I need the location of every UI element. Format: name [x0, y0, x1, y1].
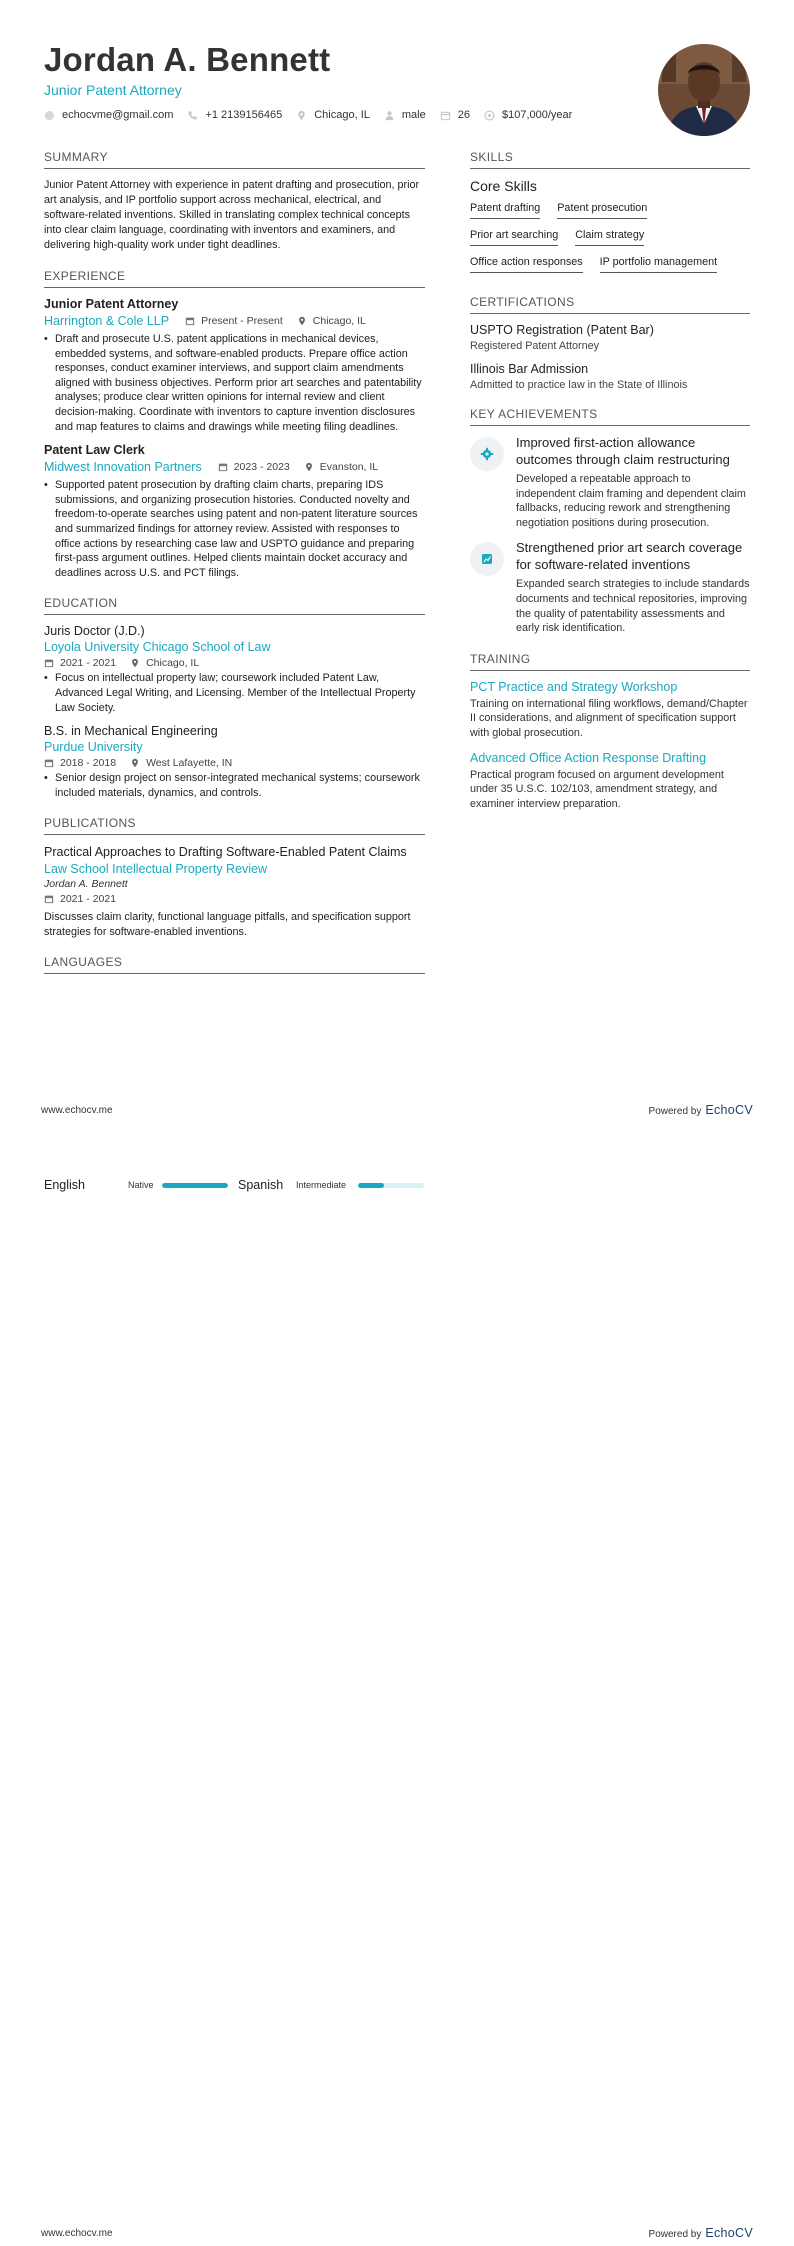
education-dates-text: 2021 - 2021	[60, 657, 117, 670]
certification-title: Illinois Bar Admission	[470, 362, 589, 376]
publication-title: Practical Approaches to Drafting Software-Enabled Patent Claims	[44, 845, 407, 860]
education-dates	[44, 757, 116, 769]
experience-heading: EXPERIENCE	[44, 269, 425, 288]
location-pin-icon	[304, 462, 314, 472]
skill-tag: Patent drafting	[470, 198, 540, 219]
phone-icon	[187, 110, 198, 121]
powered-by-label: Powered by	[648, 2229, 702, 2240]
calendar-icon	[44, 658, 54, 668]
publications-heading: PUBLICATIONS	[44, 816, 425, 835]
footer-site-link[interactable]: www.echocv.me	[41, 2227, 113, 2239]
education-item	[44, 724, 425, 800]
powered-by-label: Powered by	[648, 1106, 702, 1117]
skill-tag: Office action responses	[470, 252, 583, 273]
training-section	[470, 652, 750, 812]
publication-author: Jordan A. Bennett	[44, 878, 128, 891]
right-column	[470, 150, 750, 827]
languages-section	[44, 955, 425, 974]
calendar-icon	[44, 894, 54, 904]
education-dates	[44, 657, 116, 669]
contact-location	[296, 109, 370, 121]
degree-name: B.S. in Mechanical Engineering	[44, 724, 218, 739]
publication-description: Discusses claim clarity, functional language pitfalls, and specification support strategies for software-enabled inventions.	[44, 911, 411, 938]
candidate-name: Jordan A. Bennett	[44, 41, 331, 78]
education-dates-text: 2018 - 2018	[60, 757, 117, 770]
contact-age	[440, 109, 470, 121]
left-column	[44, 150, 425, 990]
language-bar-fill	[358, 1183, 384, 1188]
calendar-icon	[218, 462, 228, 472]
summary-section	[44, 150, 425, 253]
company-name: Harrington & Cole LLP	[44, 314, 170, 328]
skill-tag: IP portfolio management	[600, 252, 717, 273]
job-bullet: • Draft and prosecute U.S. patent applications in mechanical devices, embedded systems, and software-enabled products. Prepare office action responses, conduct examiner interviews, and support claim amendments aligned with business objectives. Perform prior art searches and patentability analyses; produce clear written opinions for internal review and client decision-making. Coordinate with inventors to capture invention disclosures and map features to claims and drawings while meeting filing deadlines.	[44, 332, 425, 434]
achievement-item	[470, 540, 750, 635]
education-heading: EDUCATION	[44, 596, 425, 615]
achievement-description: Developed a repeatable approach to independent claim framing and dependent claim fallbacks, reducing rework and strengthening negotiation positions during prosecution.	[516, 473, 746, 529]
education-bullet: • Focus on intellectual property law; coursework included Patent Law, Advanced Legal Writing, and Licensing. Member of the Intellectual Property Law Society.	[44, 671, 425, 715]
languages-heading: LANGUAGES	[44, 955, 425, 974]
achievement-title: Improved first-action allowance outcomes through claim restructuring	[516, 435, 730, 467]
profile-photo	[658, 44, 750, 136]
powered-by	[649, 1103, 753, 1117]
summary-heading: SUMMARY	[44, 150, 425, 169]
degree-name: Juris Doctor (J.D.)	[44, 624, 145, 639]
achievement-title: Strengthened prior art search coverage for software-related inventions	[516, 540, 743, 572]
page-footer	[41, 1103, 753, 1117]
certifications-heading: CERTIFICATIONS	[470, 295, 750, 314]
achievement-item	[470, 435, 750, 530]
skill-tag: Prior art searching	[470, 225, 558, 246]
publication-venue: Law School Intellectual Property Review	[44, 862, 268, 877]
certification-description: Admitted to practice law in the State of Illinois	[470, 379, 688, 391]
avatar	[658, 44, 750, 136]
education-section	[44, 596, 425, 800]
training-heading: TRAINING	[470, 652, 750, 671]
certification-title: USPTO Registration (Patent Bar)	[470, 323, 654, 337]
achievements-heading: KEY ACHIEVEMENTS	[470, 407, 750, 426]
job-dates-text: 2023 - 2023	[233, 461, 290, 474]
money-icon	[484, 110, 495, 121]
skills-subheading: Core Skills	[470, 178, 537, 194]
training-title: PCT Practice and Strategy Workshop	[470, 679, 678, 694]
contact-email-text: echocvme@gmail.com	[62, 109, 174, 121]
education-location	[130, 757, 232, 769]
skill-tags	[470, 198, 750, 279]
job-dates	[185, 315, 283, 327]
education-location-text: Chicago, IL	[146, 657, 200, 670]
contact-location-text: Chicago, IL	[314, 109, 370, 121]
certifications-section	[470, 295, 750, 391]
chart-icon	[470, 542, 504, 576]
footer-site-link[interactable]: www.echocv.me	[41, 1104, 113, 1116]
page-footer	[41, 2226, 753, 2240]
certification-description: Registered Patent Attorney	[470, 340, 600, 352]
person-icon	[384, 110, 395, 121]
contact-gender	[384, 109, 426, 121]
language-level: Intermediate	[296, 1180, 347, 1190]
language-name: English	[44, 1178, 85, 1192]
resume-header	[44, 40, 750, 140]
contact-salary	[484, 109, 572, 121]
school-name: Loyola University Chicago School of Law	[44, 640, 271, 655]
languages-list	[44, 1178, 424, 1192]
job-title: Junior Patent Attorney	[44, 297, 179, 311]
job-bullet: • Supported patent prosecution by drafting claim charts, preparing IDS submissions, and organizing prosecution histories. Conducted novelty and freedom-to-operate searches using patent and non-patent literature sources and summarized findings for attorney review. Assisted with responses to office actions by researching case law and USPTO guidance and preparing first-pass argument outlines. Helped clients maintain docket accuracy and deadlines across U.S. and PCT filings.	[44, 478, 425, 580]
experience-item	[44, 443, 425, 580]
contact-email[interactable]	[44, 109, 173, 121]
contact-phone-text: +1 2139156465	[205, 109, 283, 121]
job-meta	[44, 460, 425, 474]
education-item	[44, 624, 425, 715]
achievements-section	[470, 407, 750, 636]
publications-section	[44, 816, 425, 939]
education-bullet: • Senior design project on sensor-integrated mechanical systems; coursework included materials, dynamics, and controls.	[44, 771, 425, 800]
education-bullet-text: Senior design project on sensor-integrated mechanical systems; coursework included materials, dynamics, and controls.	[55, 772, 420, 799]
language-level: Native	[128, 1180, 154, 1190]
job-location-text: Chicago, IL	[312, 315, 366, 327]
education-meta	[44, 757, 425, 769]
location-pin-icon	[130, 658, 140, 668]
language-bar	[358, 1183, 424, 1188]
brand-name[interactable]: EchoCV	[705, 2226, 753, 2240]
skills-section	[470, 150, 750, 279]
job-dates	[218, 461, 290, 473]
publication-meta	[44, 893, 425, 905]
language-bar	[162, 1183, 228, 1188]
skill-tag: Patent prosecution	[557, 198, 647, 219]
contact-phone[interactable]	[187, 109, 282, 121]
candidate-title: Junior Patent Attorney	[44, 82, 182, 98]
job-bullet-text: Supported patent prosecution by drafting claim charts, preparing IDS submissions, and organizing prosecution histories. Conducted novelty and freedom-to-operate searches using patent and non-patent literature sources and summarized findings for attorney review. Assisted with responses to office actions by researching case law and USPTO guidance and preparing first-pass argument outlines. Helped clients maintain docket accuracy and deadlines across U.S. and PCT filings.	[55, 479, 418, 579]
education-meta	[44, 657, 425, 669]
publication-dates	[44, 893, 116, 905]
training-description: Practical program focused on argument development under 35 U.S.C. 102/103, amendment strategy, and examiner interview preparation.	[470, 768, 724, 810]
skills-heading: SKILLS	[470, 150, 750, 169]
gear-icon	[470, 437, 504, 471]
contact-age-text: 26	[457, 109, 470, 121]
brand-name[interactable]: EchoCV	[705, 1103, 753, 1117]
summary-text: Junior Patent Attorney with experience in patent drafting and prosecution, prior art analysis, and IP portfolio support across mechanical, electrical, and software-related inventions. Skilled in translating complex technical concepts into clear claim language, coordinating with inventors and examiners, and delivering high-quality work under tight deadlines.	[44, 179, 420, 251]
job-dates-text: Present - Present	[201, 315, 283, 327]
calendar-icon	[44, 758, 54, 768]
job-meta	[44, 314, 425, 328]
achievement-description: Expanded search strategies to include standards documents and technical repositories, improving the quality of patentability assessments and early risk identification.	[516, 578, 750, 635]
language-name: Spanish	[238, 1178, 284, 1192]
training-description: Training on international filing workflows, demand/Chapter II considerations, and alignment of specification support with global prosecution.	[470, 697, 748, 739]
education-location-text: West Lafayette, IN	[146, 757, 233, 770]
email-icon	[44, 110, 55, 121]
calendar-icon	[440, 110, 451, 121]
job-location-text: Evanston, IL	[319, 461, 379, 474]
training-title: Advanced Office Action Response Drafting	[470, 750, 707, 765]
school-name: Purdue University	[44, 740, 143, 755]
company-name: Midwest Innovation Partners	[44, 460, 202, 475]
skill-tag: Claim strategy	[575, 225, 644, 246]
language-bar-fill	[162, 1183, 228, 1188]
contact-row	[44, 109, 750, 121]
experience-item	[44, 297, 425, 434]
powered-by	[649, 2226, 753, 2240]
location-pin-icon	[296, 110, 307, 121]
publication-dates-text: 2021 - 2021	[60, 893, 117, 906]
job-location	[304, 461, 378, 473]
job-bullet-text: Draft and prosecute U.S. patent applications in mechanical devices, embedded systems, and software-enabled products. Prepare office action responses, conduct examiner interviews, and support claim amendments aligned with business objectives. Perform prior art searches and patentability analyses; produce clear written opinions for internal review and client decision-making. Coordinate with inventors to capture invention disclosures and map features to claims and drawings while meeting filing deadlines.	[55, 333, 422, 433]
education-location	[130, 657, 199, 669]
calendar-icon	[185, 316, 195, 326]
location-pin-icon	[297, 316, 307, 326]
location-pin-icon	[130, 758, 140, 768]
job-title: Patent Law Clerk	[44, 443, 145, 458]
experience-section	[44, 269, 425, 580]
contact-salary-text: $107,000/year	[501, 109, 573, 121]
contact-gender-text: male	[401, 109, 426, 121]
education-bullet-text: Focus on intellectual property law; coursework included Patent Law, Advanced Legal Writing, and Licensing. Member of the Intellectual Property Law Society.	[55, 672, 416, 714]
job-location	[297, 315, 366, 327]
